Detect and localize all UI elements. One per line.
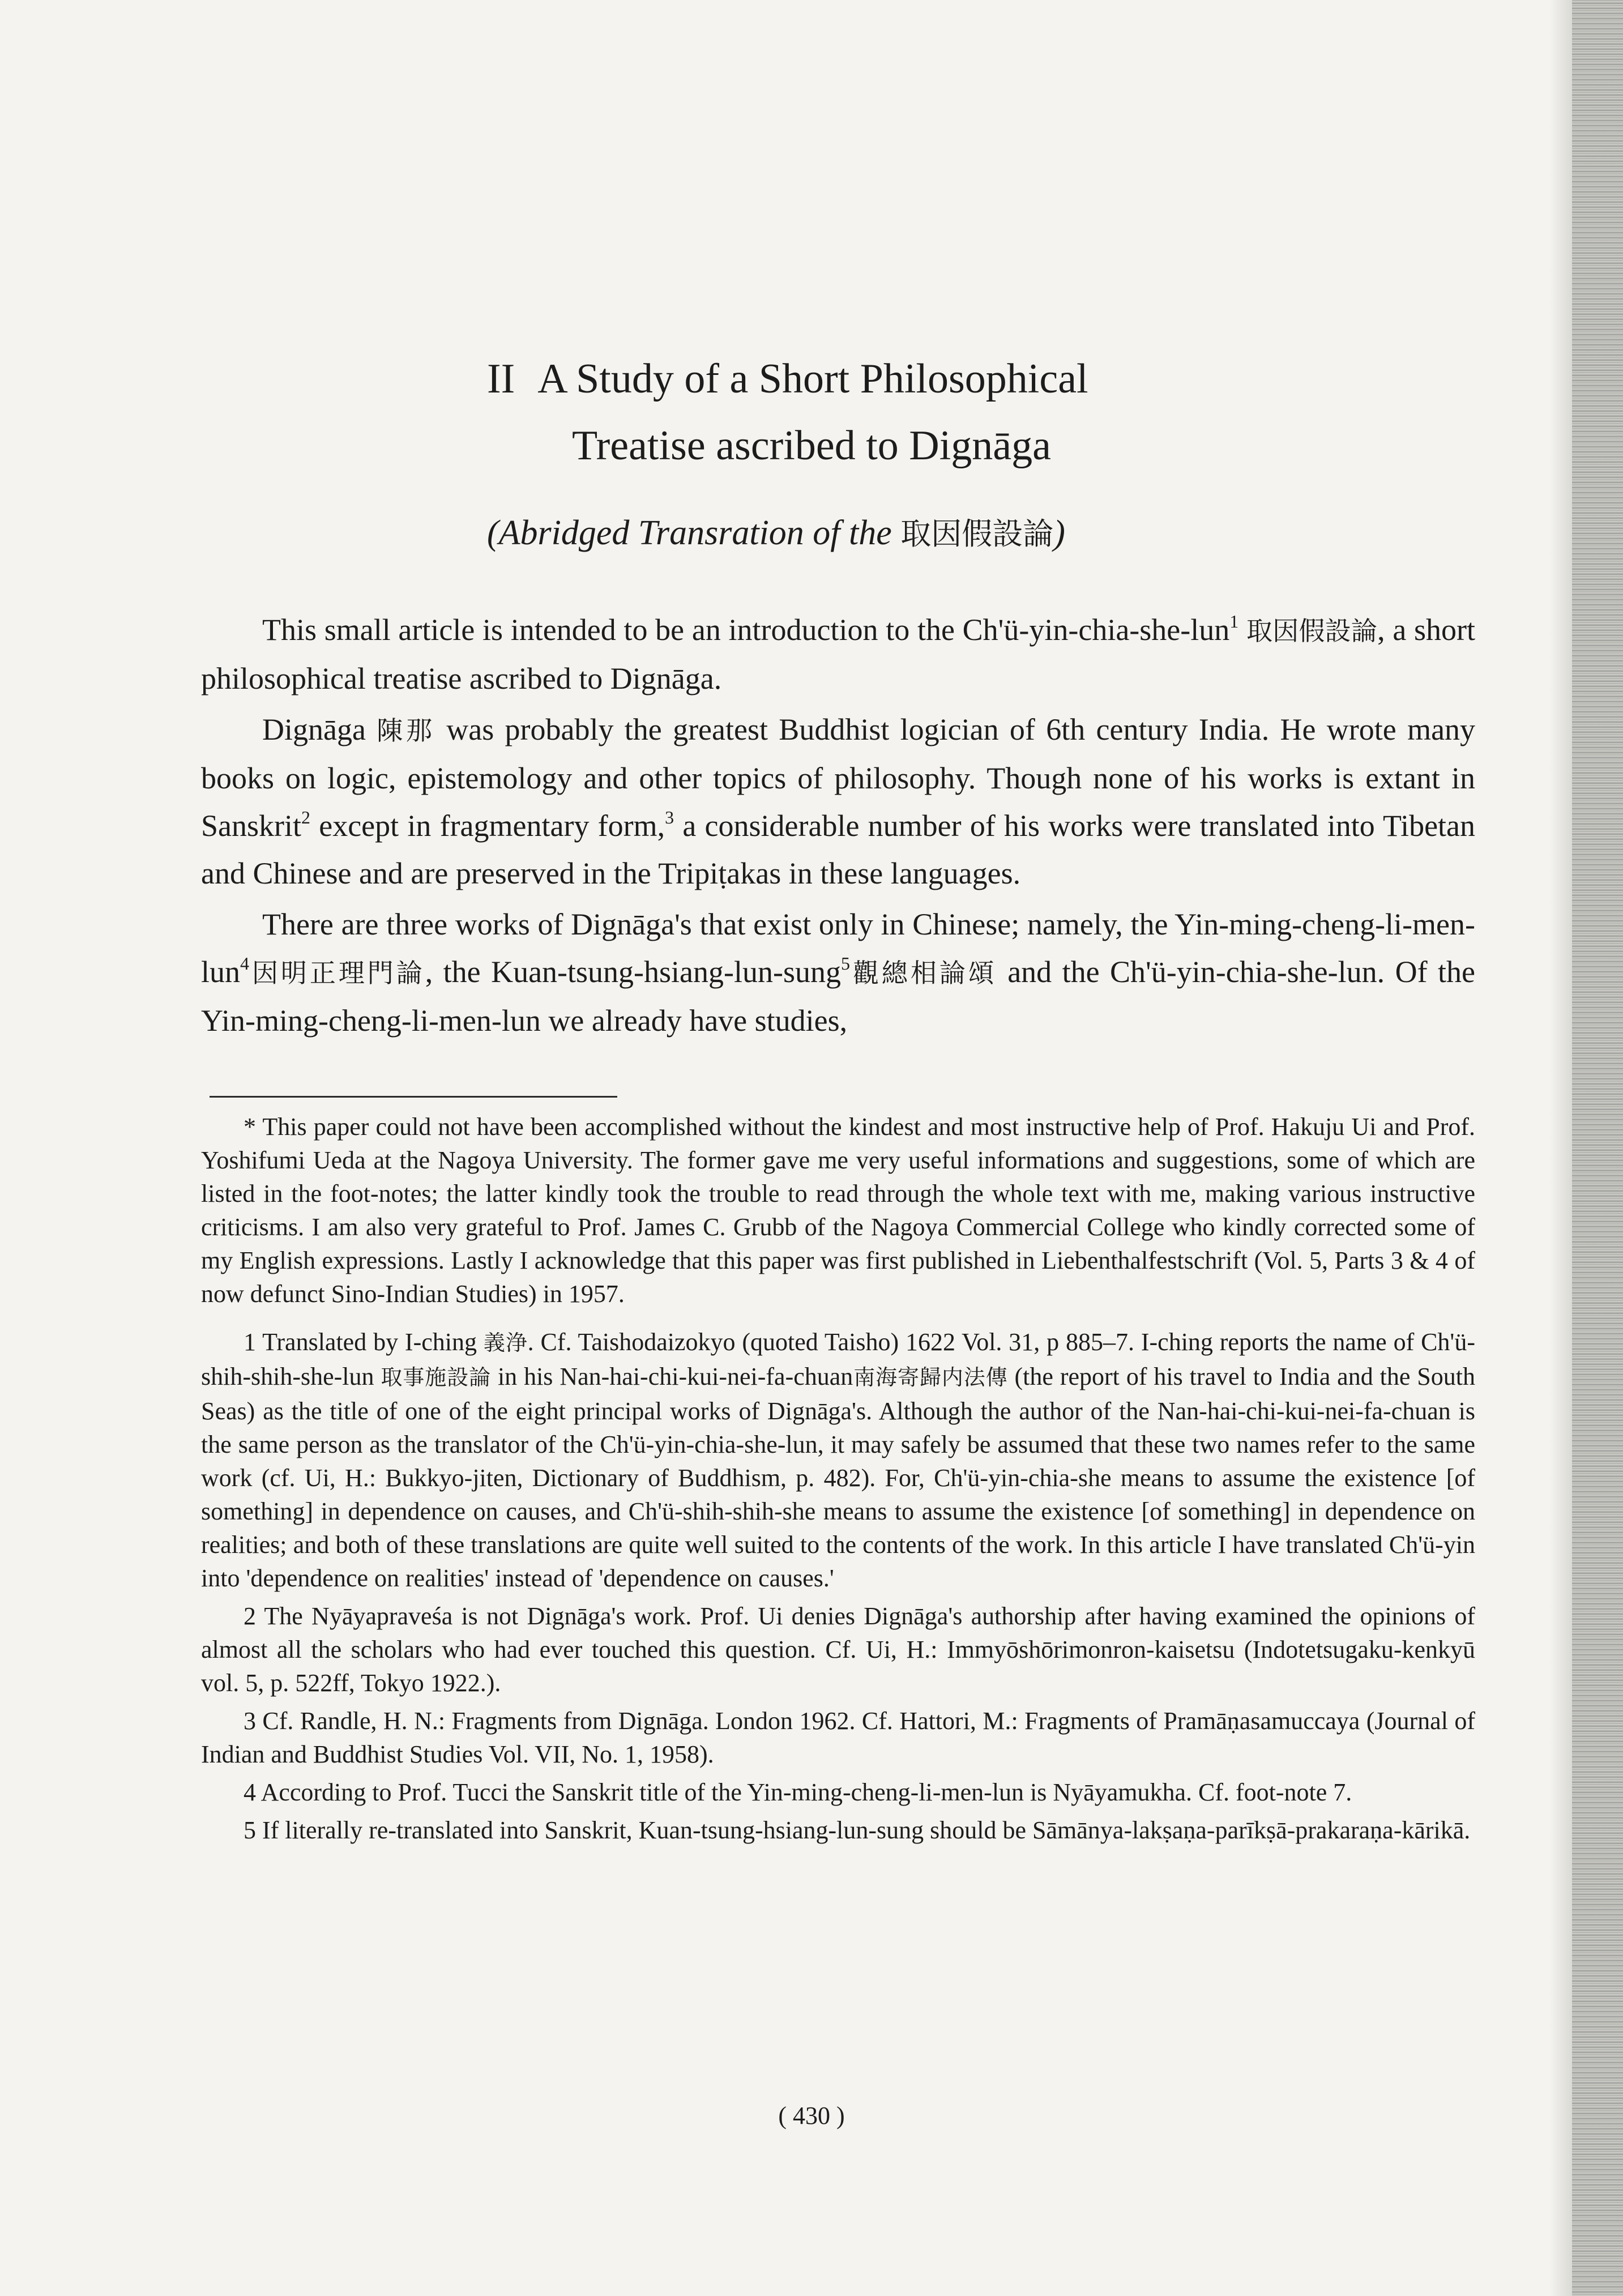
footnote-star: * This paper could not have been accomplished without the kindest and most instructive help of Prof. Hakuju Ui and Prof. Yoshifumi Ueda at the Nagoya University. The former gave me very useful informations and suggestions, some of which are listed in the foot-notes; the latter kindly took the trouble to read through the whole text with me, making various instructive criticisms. I am also very grateful to Prof. James C. Grubb of the Nagoya Commercial College who kindly corrected some of my English expressions. Lastly I acknowledge that this paper was first published in Liebenthalfestschrift (Vol. 5, Parts 3 & 4 of now defunct Sino-Indian Studies) in 1957. [201, 1113, 1475, 1308]
footnote-2: 2 The Nyāyapraveśa is not Dignāga's work. Prof. Ui denies Dignāga's authorship after having examined the opinions of almost all the scholars who had ever touched this question. Cf. Ui, H.: Immyōshōrimonron-kaisetsu (Indotetsugaku-kenkyū vol. 5, p. 522ff, Tokyo 1922.). [201, 1602, 1475, 1697]
footnote-ref-3: 3 [665, 807, 674, 827]
footnote-ref-5: 5 [841, 953, 850, 974]
footnote-4: 4 According to Prof. Tucci the Sanskrit title of the Yin-ming-cheng-li-men-lun is Nyāyamukha. Cf. foot-note 7. [244, 1778, 1352, 1806]
chapter-numeral: II [487, 355, 515, 402]
footnote-ref-1: 1 [1229, 611, 1239, 631]
paragraph-3: There are three works of Dignāga's that exist only in Chinese; namely, the Yin-ming-cheng-li-men-lun$^4$因明正理門論, the Kuan-tsung-hsiang-lun-sung$^5$觀總相論頌 and the Ch'ü-yin-chia-she-lun. Of the Yin-ming-cheng-li-men-lun we already have studies, [201, 907, 1476, 1038]
title-line-2: Treatise ascribed to Dignāga [572, 422, 1051, 469]
scan-binding-edge [1572, 0, 1623, 2296]
article-subtitle: (Abridged Transration of the 取因假設論) [487, 514, 1065, 552]
paragraph-2: Dignāga 陳那 was probably the greatest Buddhist logician of 6th century India. He wrote many books on logic, epistemology and other topics of philosophy. Though none of his works is extant in Sanskrit$^2$ except in fragmentary form,$^3$ a considerable number of his works were translated into Tibetan and Chinese and are preserved in the Tripiṭakas in these languages. [201, 712, 1476, 890]
footnote-5: 5 If literally re-translated into Sanskrit, Kuan-tsung-hsiang-lun-sung should be Sāmānya-lakṣaṇa-parīkṣā-prakaraṇa-kārikā. [244, 1816, 1471, 1844]
footnote-separator [210, 1096, 617, 1098]
footnote-3: 3 Cf. Randle, H. N.: Fragments from Dignāga. London 1962. Cf. Hattori, M.: Fragments of Pramāṇasamuccaya (Journal of Indian and Buddhist Studies Vol. VII, No. 1, 1958). [201, 1707, 1475, 1768]
footnote-1: 1 Translated by I-ching 義浄. Cf. Taishodaizokyo (quoted Taisho) 1622 Vol. 31, p 885–7. I-ching reports the name of Ch'ü-shih-shih-she-lun 取事施設論 in his Nan-hai-chi-kui-nei-fa-chuan南海寄歸内法傳 (the report of his travel to India and the South Seas) as the title of one of the eight principal works of Dignāga's. Although the author of the Nan-hai-chi-kui-nei-fa-chuan is the same person as the translator of the Ch'ü-yin-chia-she-lun, it may safely be assumed that these two names refer to the same work (cf. Ui, H.: Bukkyo-jiten, Dictionary of Buddhism, p. 482). For, Ch'ü-yin-chia-she means to assume the existence [of something] in dependence on causes, and Ch'ü-shih-shih-she means to assume the existence [of something] in dependence on realities; and both of these translations are quite well suited to the contents of the work. In this article I have translated Ch'ü-yin into 'dependence on realities' instead of 'dependence on causes.' [201, 1328, 1476, 1592]
scan-shadow [1549, 0, 1572, 2296]
footnote-ref-2: 2 [301, 807, 311, 827]
subtitle-chinese-title: 取因假設論 [900, 516, 1054, 552]
footnote-ref-4: 4 [240, 953, 250, 974]
page-number: ( 430 ) [778, 2102, 845, 2129]
main-text [201, 606, 1475, 1048]
paragraph-1: This small article is intended to be an introduction to the Ch'ü-yin-chia-she-lun$^1$ 取因假設論, a short philosophical treatise ascribed to Dignāga. [201, 611, 1476, 695]
title-line-1: II A Study of a Short Philosophical [487, 355, 1088, 402]
article-title [487, 345, 1280, 479]
footnotes [201, 1110, 1475, 1851]
